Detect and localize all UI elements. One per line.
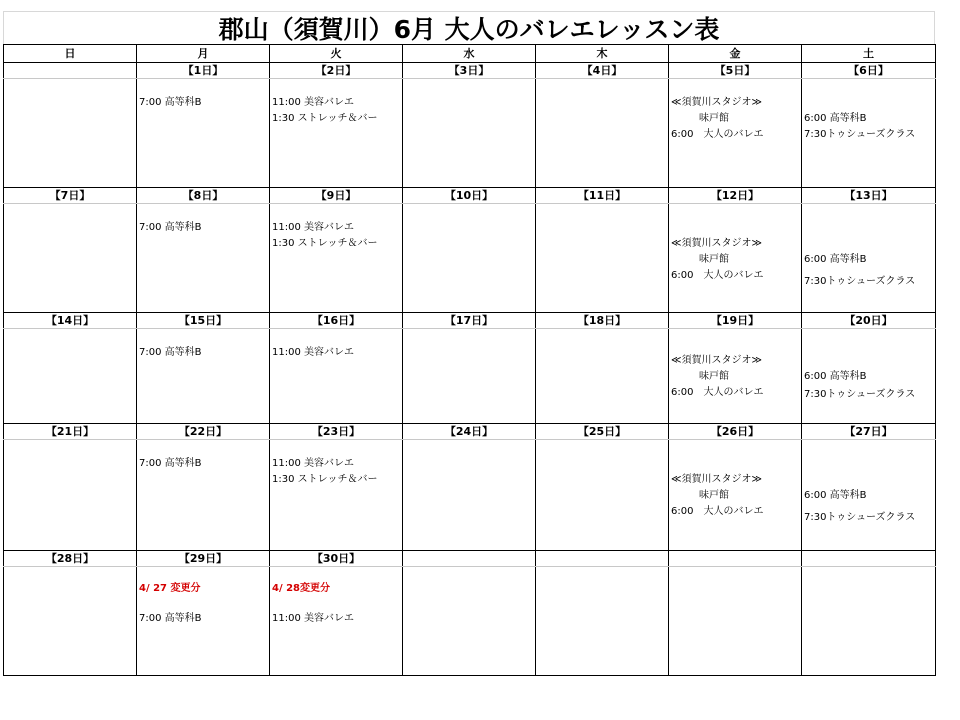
day-cell (669, 204, 802, 313)
lesson-entry: 7:30トゥシューズクラス (804, 276, 916, 287)
day-cell (536, 567, 669, 676)
lesson-entry: 1:30 ストレッチ＆バー (272, 474, 378, 485)
date-cell: 【28日】 (4, 551, 137, 567)
date-cell: 【5日】 (669, 63, 802, 79)
date-cell: 【30日】 (270, 551, 403, 567)
lesson-entry: 7:30トゥシューズクラス (804, 129, 916, 140)
week-2-body-row (4, 204, 936, 313)
lesson-entry: 11:00 美容バレエ (272, 97, 354, 108)
day-cell (669, 329, 802, 424)
date-cell: 【26日】 (669, 424, 802, 440)
week-2-date-row (4, 188, 936, 204)
date-cell: 【7日】 (4, 188, 137, 204)
day-cell (669, 440, 802, 551)
schedule-sheet (3, 11, 935, 676)
day-cell (4, 329, 137, 424)
date-cell: 【22日】 (137, 424, 270, 440)
date-cell: 【8日】 (137, 188, 270, 204)
lesson-entry: 1:30 ストレッチ＆バー (272, 113, 378, 124)
day-cell (403, 204, 536, 313)
title-bar (3, 11, 935, 44)
lesson-entry: 11:00 美容バレエ (272, 458, 354, 469)
venue-name: 味戸館 (699, 254, 729, 265)
date-cell: 【15日】 (137, 313, 270, 329)
day-cell (403, 440, 536, 551)
calendar-table (3, 44, 936, 676)
date-cell: 【23日】 (270, 424, 403, 440)
lesson-entry: 11:00 美容バレエ (272, 347, 354, 358)
week-4-body-row (4, 440, 936, 551)
weekday-mon: 月 (137, 45, 270, 63)
lesson-entry: 6:00 大人のバレエ (671, 506, 764, 517)
date-cell (669, 551, 802, 567)
date-cell: 【29日】 (137, 551, 270, 567)
day-cell (802, 79, 936, 188)
day-cell (270, 204, 403, 313)
date-cell: 【19日】 (669, 313, 802, 329)
studio-name: ≪須賀川スタジオ≫ (671, 97, 762, 108)
weekday-fri: 金 (669, 45, 802, 63)
lesson-entry: 7:00 高等科B (139, 613, 202, 624)
weekday-header-row (4, 45, 936, 63)
week-1-date-row (4, 63, 936, 79)
lesson-entry: 6:00 大人のバレエ (671, 129, 764, 140)
date-cell: 【17日】 (403, 313, 536, 329)
week-3-body-row (4, 329, 936, 424)
date-cell: 【11日】 (536, 188, 669, 204)
day-cell (4, 79, 137, 188)
date-cell: 【27日】 (802, 424, 936, 440)
lesson-entry: 6:00 高等科B (804, 371, 867, 382)
weekday-wed: 水 (403, 45, 536, 63)
lesson-entry: 6:00 高等科B (804, 113, 867, 124)
day-cell (137, 204, 270, 313)
date-cell: 【25日】 (536, 424, 669, 440)
weekday-thu: 木 (536, 45, 669, 63)
date-cell: 【13日】 (802, 188, 936, 204)
date-cell (536, 551, 669, 567)
day-cell (4, 567, 137, 676)
lesson-entry: 6:00 高等科B (804, 254, 867, 265)
weekday-sat: 土 (802, 45, 936, 63)
lesson-entry: 7:30トゥシューズクラス (804, 512, 916, 523)
lesson-entry: 6:00 大人のバレエ (671, 270, 764, 281)
lesson-entry: 7:00 高等科B (139, 222, 202, 233)
week-1-body-row (4, 79, 936, 188)
venue-name: 味戸館 (699, 113, 729, 124)
date-cell: 【24日】 (403, 424, 536, 440)
day-cell (4, 440, 137, 551)
day-cell (403, 79, 536, 188)
date-cell: 【12日】 (669, 188, 802, 204)
week-4-date-row (4, 424, 936, 440)
date-cell: 【9日】 (270, 188, 403, 204)
day-cell (802, 440, 936, 551)
lesson-entry: 7:30トゥシューズクラス (804, 389, 916, 400)
venue-name: 味戸館 (699, 371, 729, 382)
date-cell: 【1日】 (137, 63, 270, 79)
day-cell (270, 79, 403, 188)
venue-name: 味戸館 (699, 490, 729, 501)
week-3-date-row (4, 313, 936, 329)
date-cell: 【10日】 (403, 188, 536, 204)
day-cell (403, 329, 536, 424)
date-cell (4, 63, 137, 79)
day-cell (4, 204, 137, 313)
day-cell (270, 329, 403, 424)
day-cell (270, 440, 403, 551)
day-cell (536, 440, 669, 551)
day-cell (802, 567, 936, 676)
week-5-date-row (4, 551, 936, 567)
studio-name: ≪須賀川スタジオ≫ (671, 355, 762, 366)
day-cell (137, 79, 270, 188)
lesson-entry: 7:00 高等科B (139, 347, 202, 358)
day-cell (802, 329, 936, 424)
date-cell (802, 551, 936, 567)
weekday-tue: 火 (270, 45, 403, 63)
lesson-entry: 6:00 高等科B (804, 490, 867, 501)
studio-name: ≪須賀川スタジオ≫ (671, 238, 762, 249)
day-cell (669, 79, 802, 188)
day-cell (137, 329, 270, 424)
day-cell (403, 567, 536, 676)
date-cell: 【2日】 (270, 63, 403, 79)
day-cell (802, 204, 936, 313)
day-cell (536, 329, 669, 424)
page-title: 郡山（須賀川）6月 大人のバレエレッスン表 (218, 15, 720, 44)
day-cell (137, 440, 270, 551)
date-cell: 【6日】 (802, 63, 936, 79)
studio-name: ≪須賀川スタジオ≫ (671, 474, 762, 485)
day-cell (270, 567, 403, 676)
lesson-entry: 11:00 美容バレエ (272, 613, 354, 624)
lesson-entry: 11:00 美容バレエ (272, 222, 354, 233)
date-cell: 【21日】 (4, 424, 137, 440)
day-cell (536, 79, 669, 188)
change-note: 4/ 28変更分 (272, 583, 331, 594)
day-cell (536, 204, 669, 313)
weekday-sun: 日 (4, 45, 137, 63)
date-cell: 【14日】 (4, 313, 137, 329)
date-cell: 【20日】 (802, 313, 936, 329)
change-note: 4/ 27 変更分 (139, 583, 201, 594)
week-5-body-row (4, 567, 936, 676)
date-cell: 【16日】 (270, 313, 403, 329)
date-cell: 【18日】 (536, 313, 669, 329)
date-cell (403, 551, 536, 567)
date-cell: 【3日】 (403, 63, 536, 79)
date-cell: 【4日】 (536, 63, 669, 79)
day-cell (669, 567, 802, 676)
lesson-entry: 7:00 高等科B (139, 97, 202, 108)
day-cell (137, 567, 270, 676)
lesson-entry: 7:00 高等科B (139, 458, 202, 469)
lesson-entry: 6:00 大人のバレエ (671, 387, 764, 398)
lesson-entry: 1:30 ストレッチ＆バー (272, 238, 378, 249)
